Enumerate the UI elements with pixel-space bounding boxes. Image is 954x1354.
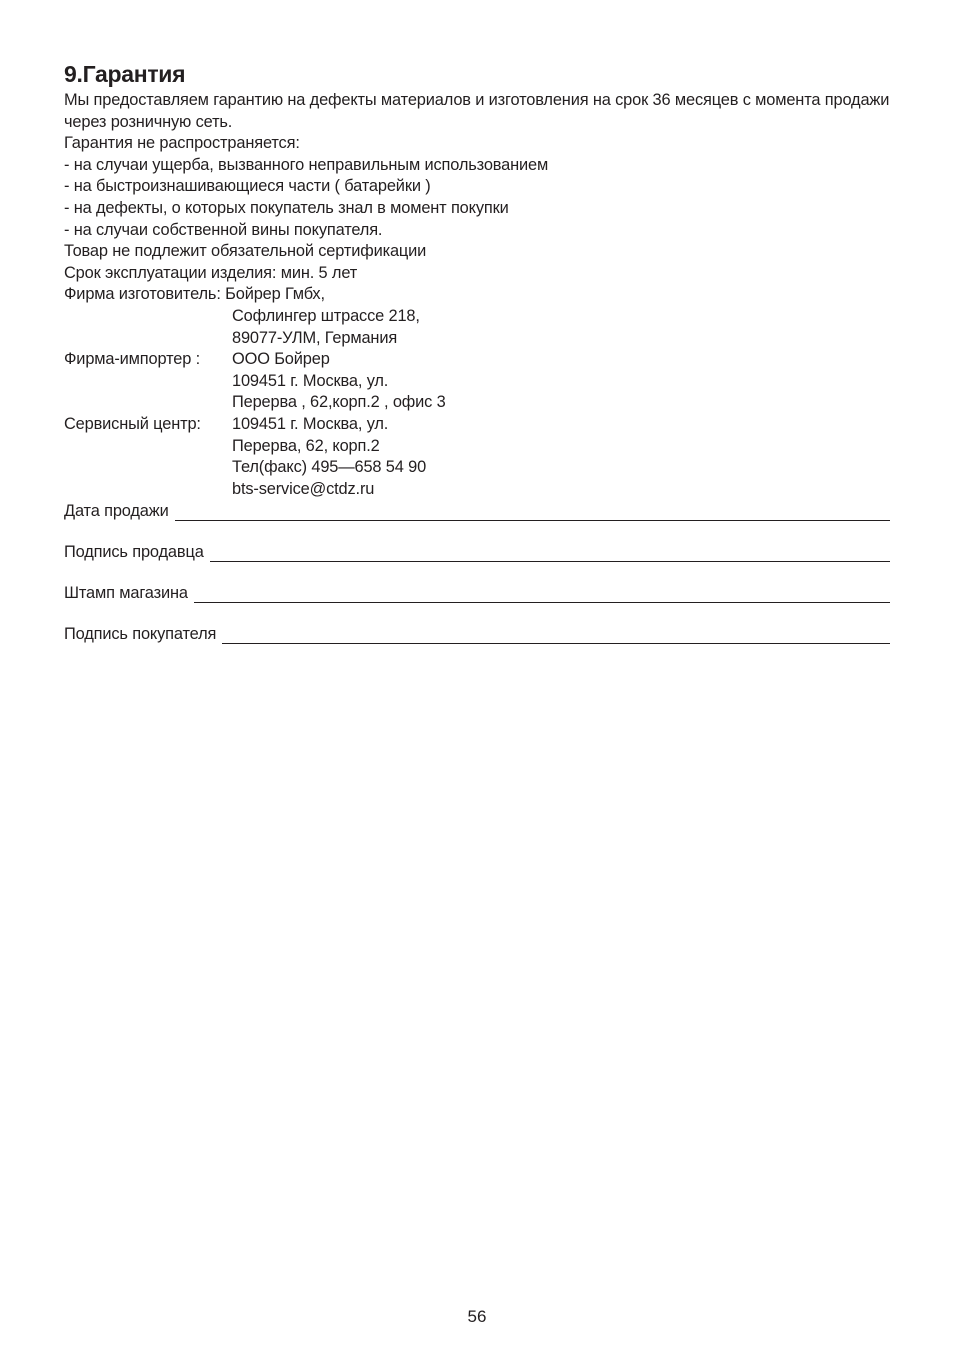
manufacturer-address-line: Софлингер штрассе 218,	[232, 306, 420, 325]
importer-label: Фирма-импортер :	[64, 350, 201, 369]
store-stamp-label: Штамп магазина	[64, 583, 188, 602]
manufacturer-address-line: 89077-УЛМ, Германия	[232, 328, 398, 347]
service-center-line: 109451 г. Москва, ул.	[232, 414, 389, 433]
manufacturer-row	[64, 284, 890, 306]
importer-details	[232, 349, 446, 414]
seller-signature-label: Подпись продавца	[64, 542, 204, 561]
seller-signature-line	[210, 561, 890, 562]
sale-date-line	[175, 520, 890, 521]
sale-date-label: Дата продажи	[64, 501, 169, 520]
exclusions-heading: Гарантия не распространяется:	[64, 134, 300, 153]
store-stamp-line	[194, 602, 890, 603]
importer-row	[64, 349, 890, 414]
manufacturer-label: Фирма изготовитель:	[64, 285, 221, 304]
importer-line: 109451 г. Москва, ул.	[232, 371, 389, 390]
importer-line: Перерва , 62,корп.2 , офис 3	[232, 393, 446, 412]
importer-line: ООО Бойрер	[232, 350, 330, 369]
exclusion-item: - на дефекты, о которых покупатель знал в момент покупки	[64, 198, 509, 217]
exclusion-item: - на быстроизнашивающиеся части ( батарейки )	[64, 177, 431, 196]
manufacturer-name: Бойрер Гмбх,	[225, 285, 325, 304]
service-center-details	[232, 414, 426, 500]
section-title: 9.Гарантия	[64, 61, 186, 87]
exclusion-item: - на случаи ущерба, вызванного неправильным использованием	[64, 155, 549, 174]
service-life: Срок эксплуатации изделия: мин. 5 лет	[64, 263, 358, 282]
service-center-email: bts-service@ctdz.ru	[232, 479, 375, 498]
warranty-intro: Мы предоставляем гарантию на дефекты материалов и изготовления на срок 36 месяцев с момента продажи через розничную сеть.	[64, 91, 890, 131]
service-center-row	[64, 414, 890, 500]
seller-signature-field	[64, 541, 890, 563]
service-center-line: Тел(факс) 495—658 54 90	[232, 458, 427, 477]
store-stamp-field	[64, 582, 890, 604]
exclusion-item: - на случаи собственной вины покупателя.	[64, 220, 383, 239]
buyer-signature-label: Подпись покупателя	[64, 624, 217, 643]
buyer-signature-line	[222, 643, 890, 644]
sale-date-field	[64, 500, 890, 522]
warranty-page	[64, 58, 890, 645]
page-number: 56	[467, 1307, 487, 1326]
manufacturer-address	[64, 306, 890, 349]
buyer-signature-field	[64, 623, 890, 645]
service-center-label: Сервисный центр:	[64, 414, 201, 433]
service-center-line: Перерва, 62, корп.2	[232, 436, 380, 455]
certification-note: Товар не подлежит обязательной сертификации	[64, 242, 427, 261]
